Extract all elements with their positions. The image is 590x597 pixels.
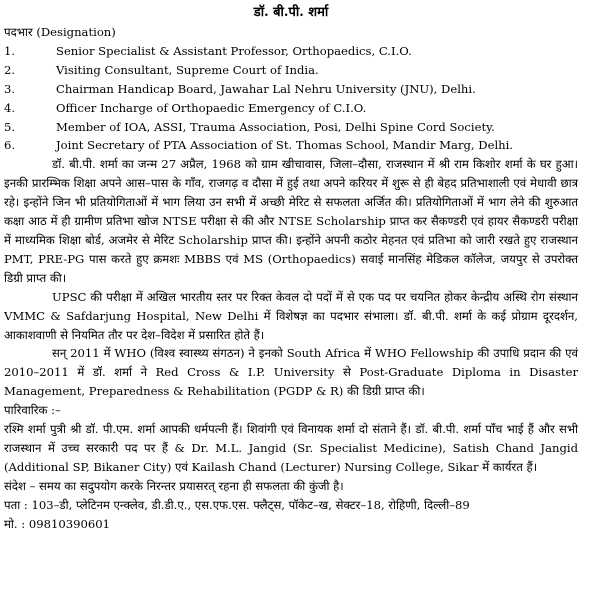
biography-paragraph: डॉ. बी.पी. शर्मा का जन्म 27 अप्रैल, 1968 को ग्राम खीचावास, जिला–दौसा, राजस्थान में श्री राम किशोर शर्मा के घर हुआ। इनकी प्रारम्भिक शिक्षा अपने आस–पास के गाँव, राजगढ़ व दौसा में हुई तथा अपने करियर में शुरू से ही बेहद प्रतिभाशाली एवं मेधावी छात्र रहे। इन्होंने जिन भी प्रतियोगिताओं में भाग लिया उन सभी में अच्छी मेरिट से सफलता अर्जित की। प्रतियोगिताओं में भाग लेने की शुरुआत कक्षा आठ में ही ग्रामीण प्रतिभा खोज NTSE परीक्षा से की और NTSE Scholarship प्राप्त कर सैकण्डरी एवं हायर सैकण्डरी परीक्षा में माध्यमिक शिक्षा बोर्ड, अजमेर से मेरिट Scholarship प्राप्त की। इन्होंने अपनी कठोर मेहनत एवं प्रतिभा को जारी रखते हुए राजस्थान PMT, PRE-PG पास करते हुए क्रमशः MBBS एवं MS (Orthopaedics) सवाई मानसिंह मेडिकल कॉलेज, जयपुर से उपरोक्त डिग्री प्राप्त की। [4,157,578,285]
list-item [4,136,578,155]
designation-heading: पदभार (Designation) [4,25,116,39]
list-item [4,80,578,99]
list-item-number: 3. [4,81,16,96]
list-item-number: 2. [4,62,16,77]
page-title: डॉ. बी.पी. शर्मा [253,5,329,20]
list-item-text: Officer Incharge of Orthopaedic Emergency of C.I.O. [56,100,367,115]
list-item-number: 1. [4,43,16,58]
family-paragraph: रश्मि शर्मा पुत्री श्री डॉ. पी.एम. शर्मा आपकी धर्मपत्नी हैं। शिवांगी एवं विनायक शर्मा दो संताने हैं। डॉ. बी.पी. शर्मा पाँच भाई हैं और सभी राजस्थान में उच्च सरकारी पद पर हैं & Dr. M.L. Jangid (Sr. Specialist Medicine), Satish Chand Jangid (Additional SP, Bikaner City) एवं Kailash Chand (Lecturer) Nursing College, Sikar में कार्यरत हैं। [4,422,579,474]
list-item-text: Joint Secretary of PTA Association of St. Thomas School, Mandir Marg, Delhi. [56,138,514,153]
list-item [4,61,578,80]
list-item-number: 4. [4,100,16,115]
designation-list [4,42,578,155]
list-item-text: Visiting Consultant, Supreme Court of India. [56,62,319,77]
list-item-text: Member of IOA, ASSI, Trauma Association, Posi, Delhi Spine Cord Society. [56,119,495,134]
list-item-text: Chairman Handicap Board, Jawahar Lal Nehru University (JNU), Delhi. [56,81,476,96]
list-item-text: Senior Specialist & Assistant Professor, Orthopaedics, C.I.O. [56,43,412,58]
list-item-number: 6. [4,138,16,153]
address-line: पता : 103–डी, प्लेटिनम एन्क्लेव, डी.डी.ए., एस.एफ.एस. फ्लैट्स, पॉकेट–ख, सेक्टर–18, रोहिणी, दिल्ली–89 [4,497,470,512]
list-item [4,42,578,61]
fellowship-paragraph: सन् 2011 में WHO (विश्व स्वास्थ्य संगठन) ने इनको South Africa में WHO Fellowship की उपाधि प्रदान की एवं 2010–2011 में डॉ. शर्मा ने Red Cross & I.P. University से Post-Graduate Diploma in Disaster Management, Preparedness & Rehabilitation (PGDP & R) की डिग्री प्राप्त की। [4,346,578,399]
list-item [4,118,578,137]
message-line: संदेश – समय का सदुपयोग करके निरन्तर प्रयासरत् रहना ही सफलता की कुंजी है। [4,478,344,493]
mobile-line: मो. : 09810390601 [4,516,111,531]
list-item [4,99,578,118]
family-label: पारिवारिक :– [4,403,61,418]
list-item-number: 5. [4,119,16,134]
career-paragraph: UPSC की परीक्षा में अखिल भारतीय स्तर पर रिक्त केवल दो पदों में से एक पद पर चयनित होकर केन्द्रीय अस्थि रोग संस्थान VMMC & Safdarjung Hospital, New Delhi में विशेषज्ञ का पदभार संभाला। डॉ. बी.पी. शर्मा के कई प्रोग्राम दूरदर्शन, आकाशवाणी से नियमित तौर पर देश–विदेश में प्रसारित होते हैं। [4,289,578,342]
